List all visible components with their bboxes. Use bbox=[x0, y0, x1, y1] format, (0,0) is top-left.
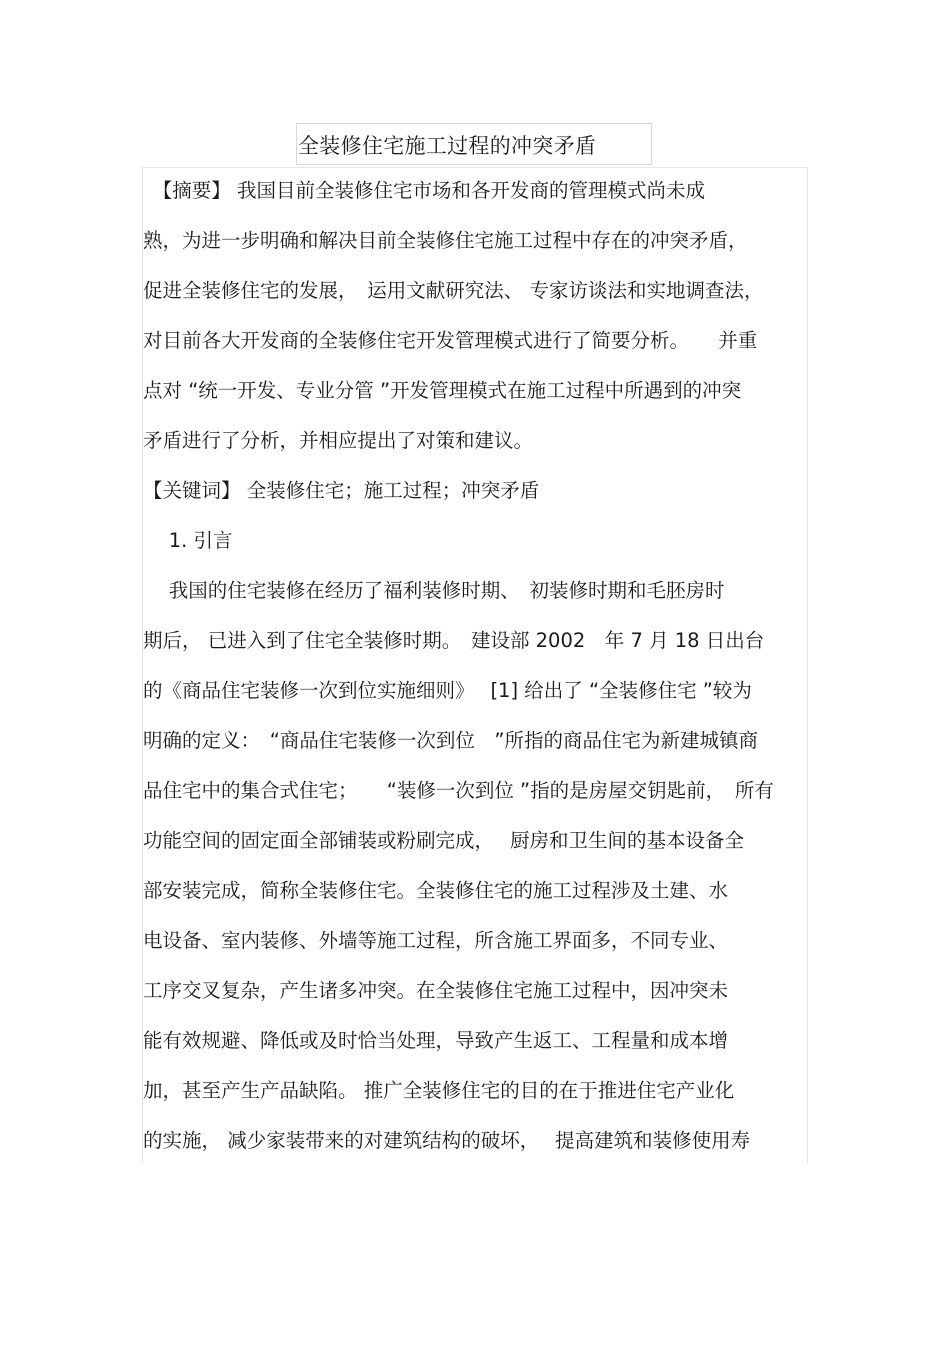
text-line-1: 【摘要】 我国目前全装修住宅市场和各开发商的管理模式尚未成 bbox=[143, 179, 705, 202]
text-line-18: 能有效规避、降低或及时恰当处理，导致产生返工、工程量和成本增 bbox=[143, 1029, 729, 1052]
keywords-line: 【关键词】 全装修住宅；施工过程；冲突矛盾 bbox=[143, 479, 540, 502]
text-line-12: 明确的定义： “商品住宅装修一次到位 ”所指的商品住宅为新建城镇商 bbox=[143, 729, 758, 752]
text-line-2: 熟，为进一步明确和解决目前全装修住宅施工过程中存在的冲突矛盾， bbox=[143, 229, 748, 252]
text-line-14: 功能空间的固定面全部铺装或粉刷完成， 厨房和卫生间的基本设备全 bbox=[143, 829, 744, 852]
text-line-20: 的实施， 减少家装带来的对建筑结构的破坏， 提高建筑和装修使用寿 bbox=[143, 1129, 751, 1152]
text-line-9: 我国的住宅装修在经历了福利装修时期、 初装修时期和毛胚房时 bbox=[143, 579, 725, 602]
text-line-17: 工序交叉复杂，产生诸多冲突。在全装修住宅施工过程中，因冲突未 bbox=[143, 979, 729, 1002]
text-line-16: 电设备、室内装修、外墙等施工过程，所含施工界面多，不同专业、 bbox=[143, 929, 729, 952]
text-line-13: 品住宅中的集合式住宅； “装修一次到位 ”指的是房屋交钥匙前， 所有 bbox=[143, 779, 774, 802]
text-line-19: 加，甚至产生产品缺陷。 推广全装修住宅的目的在于推进住宅产业化 bbox=[143, 1079, 735, 1102]
section-heading: 1. 引言 bbox=[143, 529, 233, 552]
text-line-10: 期后， 已进入到了住宅全装修时期。 建设部 2002 年 7 月 18 日出台 bbox=[143, 629, 765, 652]
text-line-4: 对目前各大开发商的全装修住宅开发管理模式进行了简要分析。 并重 bbox=[143, 329, 758, 352]
text-line-11: 的《商品住宅装修一次到位实施细则》 [1] 给出了 “全装修住宅 ”较为 bbox=[143, 679, 752, 702]
text-line-15: 部安装完成，简称全装修住宅。全装修住宅的施工过程涉及土建、水 bbox=[143, 879, 729, 902]
text-line-6: 矛盾进行了分析，并相应提出了对策和建议。 bbox=[143, 429, 534, 452]
document-title: 全装修住宅施工过程的冲突矛盾 bbox=[298, 134, 597, 158]
text-line-5: 点对 “统一开发、专业分管 ”开发管理模式在施工过程中所遇到的冲突 bbox=[143, 379, 742, 402]
body-frame bbox=[142, 167, 808, 1163]
text-line-3: 促进全装修住宅的发展， 运用文献研究法、 专家访谈法和实地调查法， bbox=[143, 279, 764, 302]
